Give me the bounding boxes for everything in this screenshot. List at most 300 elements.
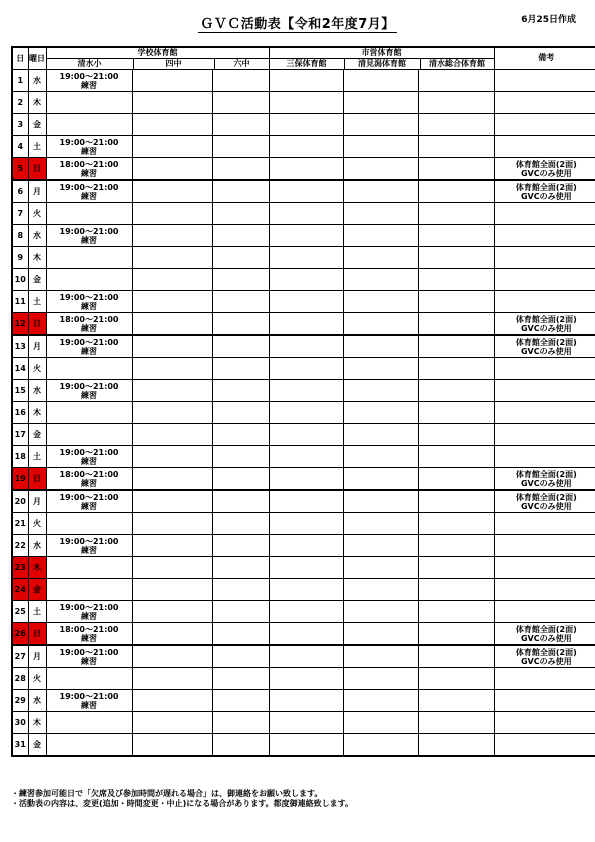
practice-time: 19:00～21:00 — [59, 337, 119, 347]
note-line-1: 体育館全面(2面) — [515, 314, 577, 324]
venue-cell — [343, 158, 418, 181]
venue-cell-shimizu-elementary — [46, 601, 132, 623]
venue-cell — [269, 136, 343, 158]
venue-cell — [269, 291, 343, 313]
venue-cell — [269, 114, 343, 136]
venue-cell — [269, 225, 343, 247]
venue-cell — [343, 92, 418, 114]
venue-cell-shimizu-elementary — [46, 402, 132, 424]
venue-cell-shimizu-elementary — [46, 70, 132, 92]
venue-cell — [132, 114, 212, 136]
schedule-row — [12, 380, 595, 402]
activity-label: 練習 — [81, 545, 97, 555]
venue-cell — [418, 712, 494, 734]
venue-cell — [212, 291, 269, 313]
venue-cell-shimizu-elementary — [46, 114, 132, 136]
weekday: 木 — [28, 712, 46, 734]
venue-cell — [343, 70, 418, 92]
venue-cell-shimizu-elementary — [46, 557, 132, 579]
weekday: 水 — [28, 690, 46, 712]
venue-cell — [343, 335, 418, 358]
day-number: 29 — [12, 690, 28, 712]
venue-cell — [343, 446, 418, 468]
activity-label: 練習 — [81, 633, 97, 643]
schedule-row — [12, 358, 595, 380]
venue-kiyomigata: 清見潟体育館 — [345, 59, 421, 69]
venue-cell — [418, 402, 494, 424]
venue-cell — [343, 203, 418, 225]
weekday: 木 — [28, 402, 46, 424]
day-number: 10 — [12, 269, 28, 291]
schedule-row — [12, 535, 595, 557]
footer-notes — [11, 789, 353, 809]
day-number: 15 — [12, 380, 28, 402]
activity-label: 練習 — [81, 390, 97, 400]
schedule-row — [12, 579, 595, 601]
note-line-2: GVCのみ使用 — [520, 478, 572, 488]
venue-cell — [132, 513, 212, 535]
venue-cell-shimizu-elementary — [46, 645, 132, 668]
venue-cell — [212, 92, 269, 114]
venue-cell — [343, 247, 418, 269]
note-line-1: 体育館全面(2面) — [515, 182, 577, 192]
weekday: 金 — [28, 579, 46, 601]
venue-cell — [418, 734, 494, 757]
venue-cell-shimizu-elementary — [46, 335, 132, 358]
venue-cell — [132, 247, 212, 269]
schedule-row — [12, 557, 595, 579]
venue-cell-shimizu-elementary — [46, 203, 132, 225]
venue-cell — [212, 579, 269, 601]
venue-cell — [212, 335, 269, 358]
notes-cell — [494, 180, 595, 203]
venue-cell — [418, 158, 494, 181]
venue-cell — [418, 180, 494, 203]
weekday: 日 — [28, 158, 46, 181]
schedule-row — [12, 490, 595, 513]
schedule-row — [12, 468, 595, 491]
notes-cell — [494, 557, 595, 579]
venue-cell — [132, 70, 212, 92]
weekday: 火 — [28, 513, 46, 535]
day-number: 21 — [12, 513, 28, 535]
header-weekday: 曜日 — [28, 47, 46, 70]
venue-cell — [212, 690, 269, 712]
venue-cell — [269, 203, 343, 225]
venue-cell — [212, 734, 269, 757]
venue-cell — [343, 734, 418, 757]
day-number: 6 — [12, 180, 28, 203]
practice-time: 19:00～21:00 — [59, 647, 119, 657]
practice-time: 18:00～21:00 — [59, 314, 119, 324]
activity-label: 練習 — [81, 80, 97, 90]
venue-cell-shimizu-elementary — [46, 92, 132, 114]
venue-cell — [418, 291, 494, 313]
venue-cell — [343, 490, 418, 513]
venue-cell — [212, 712, 269, 734]
venue-cell — [212, 136, 269, 158]
venue-cell — [269, 424, 343, 446]
venue-cell — [418, 380, 494, 402]
practice-time: 19:00～21:00 — [59, 226, 119, 236]
venue-cell — [418, 579, 494, 601]
notes-cell — [494, 535, 595, 557]
header-city-group — [269, 47, 494, 70]
venue-cell — [212, 114, 269, 136]
weekday: 月 — [28, 645, 46, 668]
venue-cell — [132, 402, 212, 424]
header-notes: 備考 — [494, 47, 595, 70]
day-number: 11 — [12, 291, 28, 313]
venue-cell — [212, 313, 269, 336]
note-line-2: GVCのみ使用 — [520, 501, 572, 511]
weekday: 月 — [28, 490, 46, 513]
weekday: 金 — [28, 734, 46, 757]
practice-time: 19:00～21:00 — [59, 691, 119, 701]
weekday: 木 — [28, 557, 46, 579]
venue-miho: 三保体育館 — [270, 59, 345, 69]
venue-cell — [132, 601, 212, 623]
venue-cell — [343, 114, 418, 136]
day-number: 3 — [12, 114, 28, 136]
venue-cell — [343, 645, 418, 668]
day-number: 2 — [12, 92, 28, 114]
venue-cell — [343, 601, 418, 623]
schedule-row — [12, 203, 595, 225]
day-number: 24 — [12, 579, 28, 601]
schedule-row — [12, 180, 595, 203]
venue-cell-shimizu-elementary — [46, 468, 132, 491]
venue-cell — [418, 490, 494, 513]
venue-cell — [418, 690, 494, 712]
venue-cell-shimizu-elementary — [46, 313, 132, 336]
notes-cell — [494, 645, 595, 668]
practice-time: 19:00～21:00 — [59, 381, 119, 391]
venue-cell — [132, 579, 212, 601]
venue-cell — [269, 712, 343, 734]
venue-cell — [418, 203, 494, 225]
schedule-row — [12, 734, 595, 757]
venue-cell — [212, 225, 269, 247]
venue-cell — [212, 380, 269, 402]
notes-cell — [494, 424, 595, 446]
weekday: 日 — [28, 313, 46, 336]
day-number: 20 — [12, 490, 28, 513]
venue-cell-shimizu-elementary — [46, 535, 132, 557]
venue-cell — [343, 313, 418, 336]
day-number: 12 — [12, 313, 28, 336]
venue-cell — [418, 424, 494, 446]
schedule-row — [12, 402, 595, 424]
day-number: 7 — [12, 203, 28, 225]
schedule-row — [12, 424, 595, 446]
venue-cell — [418, 70, 494, 92]
notes-cell — [494, 225, 595, 247]
venue-rokuchu: 六中 — [233, 59, 250, 68]
venue-cell — [343, 424, 418, 446]
day-number: 22 — [12, 535, 28, 557]
venue-cell — [212, 269, 269, 291]
activity-label: 練習 — [81, 346, 97, 356]
venue-cell — [343, 269, 418, 291]
weekday: 月 — [28, 180, 46, 203]
notes-cell — [494, 601, 595, 623]
venue-cell — [132, 136, 212, 158]
venue-cell — [343, 690, 418, 712]
activity-label: 練習 — [81, 235, 97, 245]
schedule-row — [12, 446, 595, 468]
venue-cell — [343, 180, 418, 203]
weekday: 金 — [28, 424, 46, 446]
venue-cell — [212, 158, 269, 181]
venue-cell — [212, 203, 269, 225]
venue-cell — [269, 358, 343, 380]
venue-cell — [269, 402, 343, 424]
practice-time: 18:00～21:00 — [59, 159, 119, 169]
venue-cell — [212, 446, 269, 468]
schedule-row — [12, 225, 595, 247]
venue-cell — [269, 668, 343, 690]
venue-cell — [343, 623, 418, 646]
header-row — [12, 47, 595, 70]
venue-cell — [269, 513, 343, 535]
venue-cell — [269, 335, 343, 358]
note-line-1: 体育館全面(2面) — [515, 159, 577, 169]
weekday: 水 — [28, 380, 46, 402]
day-number: 30 — [12, 712, 28, 734]
venue-cell — [212, 247, 269, 269]
venue-cell — [418, 645, 494, 668]
activity-label: 練習 — [81, 456, 97, 466]
notes-cell — [494, 203, 595, 225]
venue-cell — [269, 734, 343, 757]
notes-cell — [494, 247, 595, 269]
venue-cell — [132, 380, 212, 402]
venue-cell — [269, 468, 343, 491]
note-line-1: 体育館全面(2面) — [515, 647, 577, 657]
day-number: 8 — [12, 225, 28, 247]
venue-cell — [212, 358, 269, 380]
venue-cell — [269, 557, 343, 579]
venue-cell-shimizu-elementary — [46, 623, 132, 646]
schedule-body — [12, 70, 595, 757]
venue-cell — [269, 313, 343, 336]
schedule-row — [12, 136, 595, 158]
venue-yonchu: 四中 — [134, 59, 215, 69]
weekday: 日 — [28, 623, 46, 646]
venue-cell — [418, 513, 494, 535]
venue-cell-shimizu-elementary — [46, 180, 132, 203]
venue-cell — [269, 490, 343, 513]
venue-cell — [132, 269, 212, 291]
schedule-row — [12, 269, 595, 291]
venue-cell — [343, 557, 418, 579]
venue-cell — [132, 645, 212, 668]
venue-cell — [269, 70, 343, 92]
notes-cell — [494, 712, 595, 734]
weekday: 月 — [28, 335, 46, 358]
venue-cell — [418, 136, 494, 158]
venue-cell — [343, 579, 418, 601]
practice-time: 19:00～21:00 — [59, 536, 119, 546]
notes-cell — [494, 690, 595, 712]
note-line-2: GVCのみ使用 — [520, 168, 572, 178]
header-school-group — [46, 47, 269, 70]
venue-cell — [418, 114, 494, 136]
day-number: 1 — [12, 70, 28, 92]
weekday: 日 — [28, 468, 46, 491]
venue-cell — [132, 668, 212, 690]
venue-cell — [343, 402, 418, 424]
practice-time: 19:00～21:00 — [59, 71, 119, 81]
schedule-row — [12, 335, 595, 358]
schedule-row — [12, 668, 595, 690]
venue-cell — [212, 557, 269, 579]
venue-cell — [418, 247, 494, 269]
activity-label: 練習 — [81, 168, 97, 178]
venue-cell — [132, 468, 212, 491]
venue-cell-shimizu-elementary — [46, 690, 132, 712]
footer-note-2: ・活動表の内容は、変更(追加・時間変更・中止)になる場合があります。都度御連絡致します。 — [11, 799, 354, 808]
venue-cell — [343, 291, 418, 313]
venue-cell — [212, 668, 269, 690]
venue-cell — [132, 180, 212, 203]
venue-cell — [418, 313, 494, 336]
venue-cell — [343, 513, 418, 535]
note-line-1: 体育館全面(2面) — [515, 469, 577, 479]
venue-cell — [269, 380, 343, 402]
practice-time: 18:00～21:00 — [59, 624, 119, 634]
venue-cell — [132, 424, 212, 446]
venue-cell-shimizu-elementary — [46, 380, 132, 402]
venue-cell-shimizu-elementary — [46, 136, 132, 158]
weekday: 土 — [28, 291, 46, 313]
venue-cell — [418, 535, 494, 557]
notes-cell — [494, 668, 595, 690]
notes-cell — [494, 446, 595, 468]
notes-cell — [494, 490, 595, 513]
activity-label: 練習 — [81, 501, 97, 511]
venue-cell — [343, 712, 418, 734]
venue-cell — [212, 513, 269, 535]
weekday: 水 — [28, 535, 46, 557]
weekday: 木 — [28, 92, 46, 114]
venue-cell — [418, 557, 494, 579]
schedule-row — [12, 712, 595, 734]
city-venues — [270, 59, 494, 69]
venue-cell — [132, 313, 212, 336]
venue-cell-shimizu-elementary — [46, 579, 132, 601]
day-number: 14 — [12, 358, 28, 380]
schedule-table — [11, 46, 595, 757]
notes-cell — [494, 335, 595, 358]
venue-cell — [418, 623, 494, 646]
note-line-2: GVCのみ使用 — [520, 656, 572, 666]
venue-cell — [212, 645, 269, 668]
venue-cell — [212, 180, 269, 203]
venue-cell — [269, 180, 343, 203]
venue-cell — [269, 601, 343, 623]
weekday: 木 — [28, 247, 46, 269]
venue-cell — [343, 136, 418, 158]
note-line-1: 体育館全面(2面) — [515, 337, 577, 347]
schedule-row — [12, 623, 595, 646]
venue-cell — [132, 690, 212, 712]
activity-label: 練習 — [81, 323, 97, 333]
venue-cell-shimizu-elementary — [46, 734, 132, 757]
venue-cell-shimizu-elementary — [46, 158, 132, 181]
day-number: 4 — [12, 136, 28, 158]
page-title — [0, 13, 595, 32]
venue-cell — [132, 712, 212, 734]
venue-cell — [132, 335, 212, 358]
venue-cell-shimizu-elementary — [46, 513, 132, 535]
venue-cell — [132, 203, 212, 225]
practice-time: 19:00～21:00 — [59, 447, 119, 457]
footer-note-1: ・練習参加可能日で「欠席及び参加時間が遅れる場合」は、御連絡をお願い致します。 — [11, 789, 323, 798]
activity-label: 練習 — [81, 611, 97, 621]
venue-cell-shimizu-elementary — [46, 668, 132, 690]
venue-cell — [418, 668, 494, 690]
venue-cell — [212, 424, 269, 446]
notes-cell — [494, 402, 595, 424]
venue-cell — [132, 734, 212, 757]
schedule-row — [12, 114, 595, 136]
note-line-2: GVCのみ使用 — [520, 191, 572, 201]
activity-label: 練習 — [81, 146, 97, 156]
notes-cell — [494, 136, 595, 158]
activity-label: 練習 — [81, 656, 97, 666]
venue-cell — [418, 446, 494, 468]
venue-cell — [269, 645, 343, 668]
venue-cell — [132, 225, 212, 247]
weekday: 火 — [28, 358, 46, 380]
venue-cell — [132, 557, 212, 579]
created-date: 6月25日作成 — [521, 15, 576, 25]
day-number: 5 — [12, 158, 28, 181]
notes-cell — [494, 380, 595, 402]
schedule-row — [12, 690, 595, 712]
venue-cell — [212, 535, 269, 557]
day-number: 9 — [12, 247, 28, 269]
activity-label: 練習 — [81, 301, 97, 311]
schedule-row — [12, 247, 595, 269]
notes-cell — [494, 70, 595, 92]
practice-time: 19:00～21:00 — [59, 137, 119, 147]
venue-cell — [269, 92, 343, 114]
schedule-row — [12, 70, 595, 92]
venue-cell — [343, 668, 418, 690]
venue-cell — [343, 468, 418, 491]
note-line-2: GVCのみ使用 — [520, 323, 572, 333]
notes-cell — [494, 114, 595, 136]
weekday: 火 — [28, 668, 46, 690]
schedule-row — [12, 158, 595, 181]
day-number: 27 — [12, 645, 28, 668]
venue-cell — [343, 380, 418, 402]
venue-shimizu-elementary: 清水小 — [47, 59, 134, 69]
notes-cell — [494, 579, 595, 601]
venue-cell-shimizu-elementary — [46, 291, 132, 313]
practice-time: 18:00～21:00 — [59, 469, 119, 479]
day-number: 23 — [12, 557, 28, 579]
weekday: 火 — [28, 203, 46, 225]
day-number: 31 — [12, 734, 28, 757]
venue-cell-shimizu-elementary — [46, 225, 132, 247]
school-group-label: 学校体育館 — [47, 48, 269, 59]
venue-cell — [343, 225, 418, 247]
venue-cell — [269, 247, 343, 269]
